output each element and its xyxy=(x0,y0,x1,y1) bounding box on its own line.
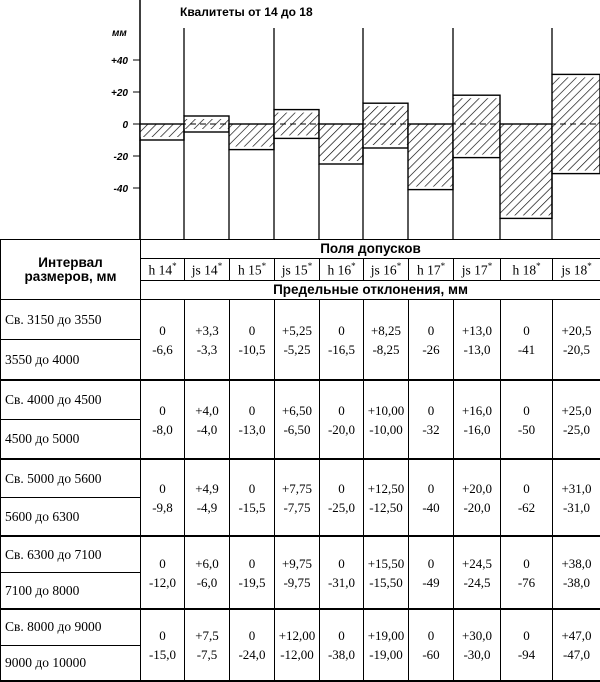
lower-deviation: -9,8 xyxy=(141,498,184,517)
deviation-cell xyxy=(454,609,501,681)
upper-deviation: +25,0 xyxy=(553,401,600,420)
upper-deviation: 0 xyxy=(409,479,453,498)
upper-deviation: +4,0 xyxy=(185,401,229,420)
deviation-cell xyxy=(320,459,364,536)
field-name: js 16 xyxy=(371,263,397,278)
lower-deviation: -24,0 xyxy=(230,645,274,664)
field-mark: * xyxy=(488,261,493,271)
table-row xyxy=(1,459,600,536)
field-name: js 17 xyxy=(462,263,488,278)
upper-deviation: 0 xyxy=(141,321,184,340)
upper-deviation: 0 xyxy=(320,626,363,645)
tolerance-field-header xyxy=(185,259,230,281)
deviation-cell xyxy=(141,300,185,381)
table-row xyxy=(1,300,600,381)
lower-deviation: -19,5 xyxy=(230,573,274,592)
field-name: js 18 xyxy=(561,263,587,278)
field-name: js 14 xyxy=(192,263,218,278)
deviation-cell xyxy=(409,536,454,609)
lower-deviation: -38,0 xyxy=(553,573,600,592)
upper-deviation: +31,0 xyxy=(553,479,600,498)
deviation-cell xyxy=(409,300,454,381)
size-interval-cell xyxy=(1,380,141,459)
upper-deviation: +4,9 xyxy=(185,479,229,498)
upper-deviation: +6,0 xyxy=(185,554,229,573)
upper-deviation: +20,5 xyxy=(553,321,600,340)
upper-deviation: 0 xyxy=(141,626,184,645)
tolerance-field-header xyxy=(501,259,553,281)
lower-deviation: -20,5 xyxy=(553,340,600,359)
lower-deviation: -76 xyxy=(501,573,552,592)
field-mark: * xyxy=(397,261,402,271)
size-interval-cell xyxy=(1,536,141,609)
lower-deviation: -41 xyxy=(501,340,552,359)
lower-deviation: -6,0 xyxy=(185,573,229,592)
upper-deviation: 0 xyxy=(501,626,552,645)
upper-deviation: 0 xyxy=(501,321,552,340)
tolerance-field-header xyxy=(320,259,364,281)
deviation-cell xyxy=(185,536,230,609)
upper-deviation: +24,5 xyxy=(454,554,500,573)
deviation-cell xyxy=(141,459,185,536)
deviation-cell xyxy=(553,609,600,681)
upper-deviation: 0 xyxy=(501,479,552,498)
deviation-cell xyxy=(501,380,553,459)
lower-deviation: -9,75 xyxy=(275,573,319,592)
upper-deviation: 0 xyxy=(141,401,184,420)
table-row xyxy=(1,536,600,609)
field-mark: * xyxy=(172,261,177,271)
deviation-cell xyxy=(320,536,364,609)
lower-deviation: -40 xyxy=(409,498,453,517)
upper-deviation: 0 xyxy=(230,479,274,498)
deviation-cell xyxy=(141,536,185,609)
size-interval-cell xyxy=(1,459,141,536)
upper-deviation: 0 xyxy=(320,554,363,573)
lower-deviation: -31,0 xyxy=(320,573,363,592)
lower-deviation: -12,0 xyxy=(141,573,184,592)
lower-deviation: -25,0 xyxy=(320,498,363,517)
size-interval: 4500 до 5000 xyxy=(1,419,140,458)
deviation-cell xyxy=(230,609,275,681)
deviation-cell xyxy=(320,380,364,459)
lower-deviation: -20,0 xyxy=(454,498,500,517)
deviation-cell xyxy=(501,459,553,536)
y-tick-label: -40 xyxy=(114,184,129,195)
lower-deviation: -10,5 xyxy=(230,340,274,359)
upper-deviation: +19,00 xyxy=(364,626,408,645)
lower-deviation: -7,75 xyxy=(275,498,319,517)
tolerance-zone-hatch xyxy=(408,124,453,187)
upper-deviation: 0 xyxy=(230,554,274,573)
upper-deviation: 0 xyxy=(141,479,184,498)
lower-deviation: -47,0 xyxy=(553,645,600,664)
deviation-cell xyxy=(454,459,501,536)
size-interval: 7100 до 8000 xyxy=(1,572,140,608)
field-name: h 15 xyxy=(238,263,262,278)
deviation-cell xyxy=(275,459,320,536)
deviation-cell xyxy=(364,536,409,609)
deviation-cell xyxy=(364,459,409,536)
upper-deviation: 0 xyxy=(409,321,453,340)
upper-deviation: +12,00 xyxy=(275,626,319,645)
upper-deviation: +6,50 xyxy=(275,401,319,420)
upper-deviation: +38,0 xyxy=(553,554,600,573)
deviation-cell xyxy=(501,609,553,681)
upper-deviation: 0 xyxy=(320,479,363,498)
tolerance-zone-hatch xyxy=(319,124,363,161)
upper-deviation: +5,25 xyxy=(275,321,319,340)
lower-deviation: -30,0 xyxy=(454,645,500,664)
lower-deviation: -5,25 xyxy=(275,340,319,359)
lower-deviation: -13,0 xyxy=(454,340,500,359)
upper-deviation: +7,75 xyxy=(275,479,319,498)
deviation-cell xyxy=(553,380,600,459)
size-interval: Св. 4000 до 4500 xyxy=(1,381,140,419)
deviation-cell xyxy=(320,609,364,681)
deviation-cell xyxy=(230,300,275,381)
field-name: h 14 xyxy=(148,263,172,278)
lower-deviation: -16,5 xyxy=(320,340,363,359)
lower-deviation: -12,50 xyxy=(364,498,408,517)
tolerance-field-header xyxy=(409,259,454,281)
deviation-cell xyxy=(275,609,320,681)
upper-deviation: 0 xyxy=(230,401,274,420)
deviation-cell xyxy=(230,459,275,536)
deviation-cell xyxy=(230,380,275,459)
field-name: js 15 xyxy=(282,263,308,278)
limit-deviations-header: Предельные отклонения, мм xyxy=(141,281,600,300)
lower-deviation: -19,00 xyxy=(364,645,408,664)
tolerance-fields-header: Поля допусков xyxy=(141,240,600,259)
tolerance-field-header xyxy=(553,259,600,281)
upper-deviation: 0 xyxy=(320,401,363,420)
lower-deviation: -16,0 xyxy=(454,420,500,439)
y-tick-label: +20 xyxy=(111,88,128,99)
lower-deviation: -60 xyxy=(409,645,453,664)
upper-deviation: +15,50 xyxy=(364,554,408,573)
upper-deviation: 0 xyxy=(409,401,453,420)
table-row xyxy=(1,609,600,681)
deviation-cell xyxy=(185,300,230,381)
upper-deviation: +8,25 xyxy=(364,321,408,340)
lower-deviation: -62 xyxy=(501,498,552,517)
upper-deviation: +13,0 xyxy=(454,321,500,340)
tolerance-table xyxy=(0,239,600,682)
upper-deviation: +10,00 xyxy=(364,401,408,420)
deviation-cell xyxy=(553,300,600,381)
field-mark: * xyxy=(351,261,356,271)
lower-deviation: -32 xyxy=(409,420,453,439)
tolerance-field-header xyxy=(141,259,185,281)
size-interval-cell xyxy=(1,300,141,381)
y-axis-unit-label: мм xyxy=(112,28,127,39)
size-interval: Св. 3150 до 3550 xyxy=(1,300,140,339)
upper-deviation: +16,0 xyxy=(454,401,500,420)
lower-deviation: -25,0 xyxy=(553,420,600,439)
y-tick-label: +40 xyxy=(111,56,128,67)
deviation-cell xyxy=(553,536,600,609)
upper-deviation: 0 xyxy=(409,554,453,573)
upper-deviation: +12,50 xyxy=(364,479,408,498)
table-row xyxy=(1,380,600,459)
deviation-cell xyxy=(454,536,501,609)
field-name: h 18 xyxy=(512,263,536,278)
deviation-cell xyxy=(501,536,553,609)
lower-deviation: -94 xyxy=(501,645,552,664)
upper-deviation: +30,0 xyxy=(454,626,500,645)
lower-deviation: -10,00 xyxy=(364,420,408,439)
tolerance-chart xyxy=(0,0,600,240)
deviation-cell xyxy=(553,459,600,536)
field-name: h 16 xyxy=(327,263,351,278)
tolerance-field-header xyxy=(275,259,320,281)
field-name: h 17 xyxy=(417,263,441,278)
upper-deviation: 0 xyxy=(230,626,274,645)
lower-deviation: -26 xyxy=(409,340,453,359)
field-mark: * xyxy=(587,261,592,271)
lower-deviation: -50 xyxy=(501,420,552,439)
deviation-cell xyxy=(320,300,364,381)
lower-deviation: -7,5 xyxy=(185,645,229,664)
tolerance-zone-hatch xyxy=(363,106,408,145)
field-mark: * xyxy=(441,261,446,271)
size-interval: 5600 до 6300 xyxy=(1,497,140,535)
deviation-cell xyxy=(185,380,230,459)
upper-deviation: 0 xyxy=(320,321,363,340)
y-tick-label: 0 xyxy=(122,120,128,131)
upper-deviation: 0 xyxy=(141,554,184,573)
lower-deviation: -8,0 xyxy=(141,420,184,439)
upper-deviation: +3,3 xyxy=(185,321,229,340)
size-interval: Св. 8000 до 9000 xyxy=(1,610,140,645)
tolerance-zone-hatch xyxy=(453,98,500,154)
lower-deviation: -24,5 xyxy=(454,573,500,592)
deviation-cell xyxy=(185,459,230,536)
tolerance-zone-hatch xyxy=(140,124,184,137)
deviation-cell xyxy=(364,380,409,459)
field-mark: * xyxy=(262,261,267,271)
upper-deviation: +47,0 xyxy=(553,626,600,645)
tolerance-zone-hatch xyxy=(500,124,552,215)
size-interval: Св. 5000 до 5600 xyxy=(1,460,140,497)
lower-deviation: -49 xyxy=(409,573,453,592)
lower-deviation: -20,0 xyxy=(320,420,363,439)
lower-deviation: -4,0 xyxy=(185,420,229,439)
deviation-cell xyxy=(364,609,409,681)
size-interval-cell xyxy=(1,609,141,681)
field-mark: * xyxy=(218,261,223,271)
size-interval: 9000 до 10000 xyxy=(1,645,140,681)
field-mark: * xyxy=(536,261,541,271)
deviation-cell xyxy=(185,609,230,681)
lower-deviation: -15,5 xyxy=(230,498,274,517)
lower-deviation: -3,3 xyxy=(185,340,229,359)
chart-title: Квалитеты от 14 до 18 xyxy=(180,5,313,19)
upper-deviation: 0 xyxy=(501,401,552,420)
y-tick-label: -20 xyxy=(114,152,129,163)
lower-deviation: -4,9 xyxy=(185,498,229,517)
upper-deviation: 0 xyxy=(230,321,274,340)
lower-deviation: -38,0 xyxy=(320,645,363,664)
upper-deviation: +20,0 xyxy=(454,479,500,498)
deviation-cell xyxy=(141,609,185,681)
lower-deviation: -15,50 xyxy=(364,573,408,592)
size-interval: 3550 до 4000 xyxy=(1,339,140,379)
lower-deviation: -12,00 xyxy=(275,645,319,664)
lower-deviation: -31,0 xyxy=(553,498,600,517)
deviation-cell xyxy=(364,300,409,381)
tolerance-field-header xyxy=(454,259,501,281)
field-mark: * xyxy=(308,261,313,271)
deviation-cell xyxy=(230,536,275,609)
deviation-cell xyxy=(141,380,185,459)
size-interval: Св. 6300 до 7100 xyxy=(1,537,140,572)
tolerance-zone-hatch xyxy=(229,124,274,147)
lower-deviation: -15,0 xyxy=(141,645,184,664)
lower-deviation: -6,6 xyxy=(141,340,184,359)
upper-deviation: +9,75 xyxy=(275,554,319,573)
deviation-cell xyxy=(454,300,501,381)
deviation-cell xyxy=(275,536,320,609)
upper-deviation: +7,5 xyxy=(185,626,229,645)
lower-deviation: -8,25 xyxy=(364,340,408,359)
upper-deviation: 0 xyxy=(409,626,453,645)
tolerance-field-header xyxy=(230,259,275,281)
deviation-cell xyxy=(275,300,320,381)
tolerance-field-header xyxy=(364,259,409,281)
lower-deviation: -6,50 xyxy=(275,420,319,439)
deviation-cell xyxy=(501,300,553,381)
lower-deviation: -13,0 xyxy=(230,420,274,439)
deviation-cell xyxy=(409,380,454,459)
deviation-cell xyxy=(454,380,501,459)
deviation-cell xyxy=(275,380,320,459)
deviation-cell xyxy=(409,609,454,681)
deviation-cell xyxy=(409,459,454,536)
upper-deviation: 0 xyxy=(501,554,552,573)
size-interval-header: Интервал размеров, мм xyxy=(1,240,141,300)
